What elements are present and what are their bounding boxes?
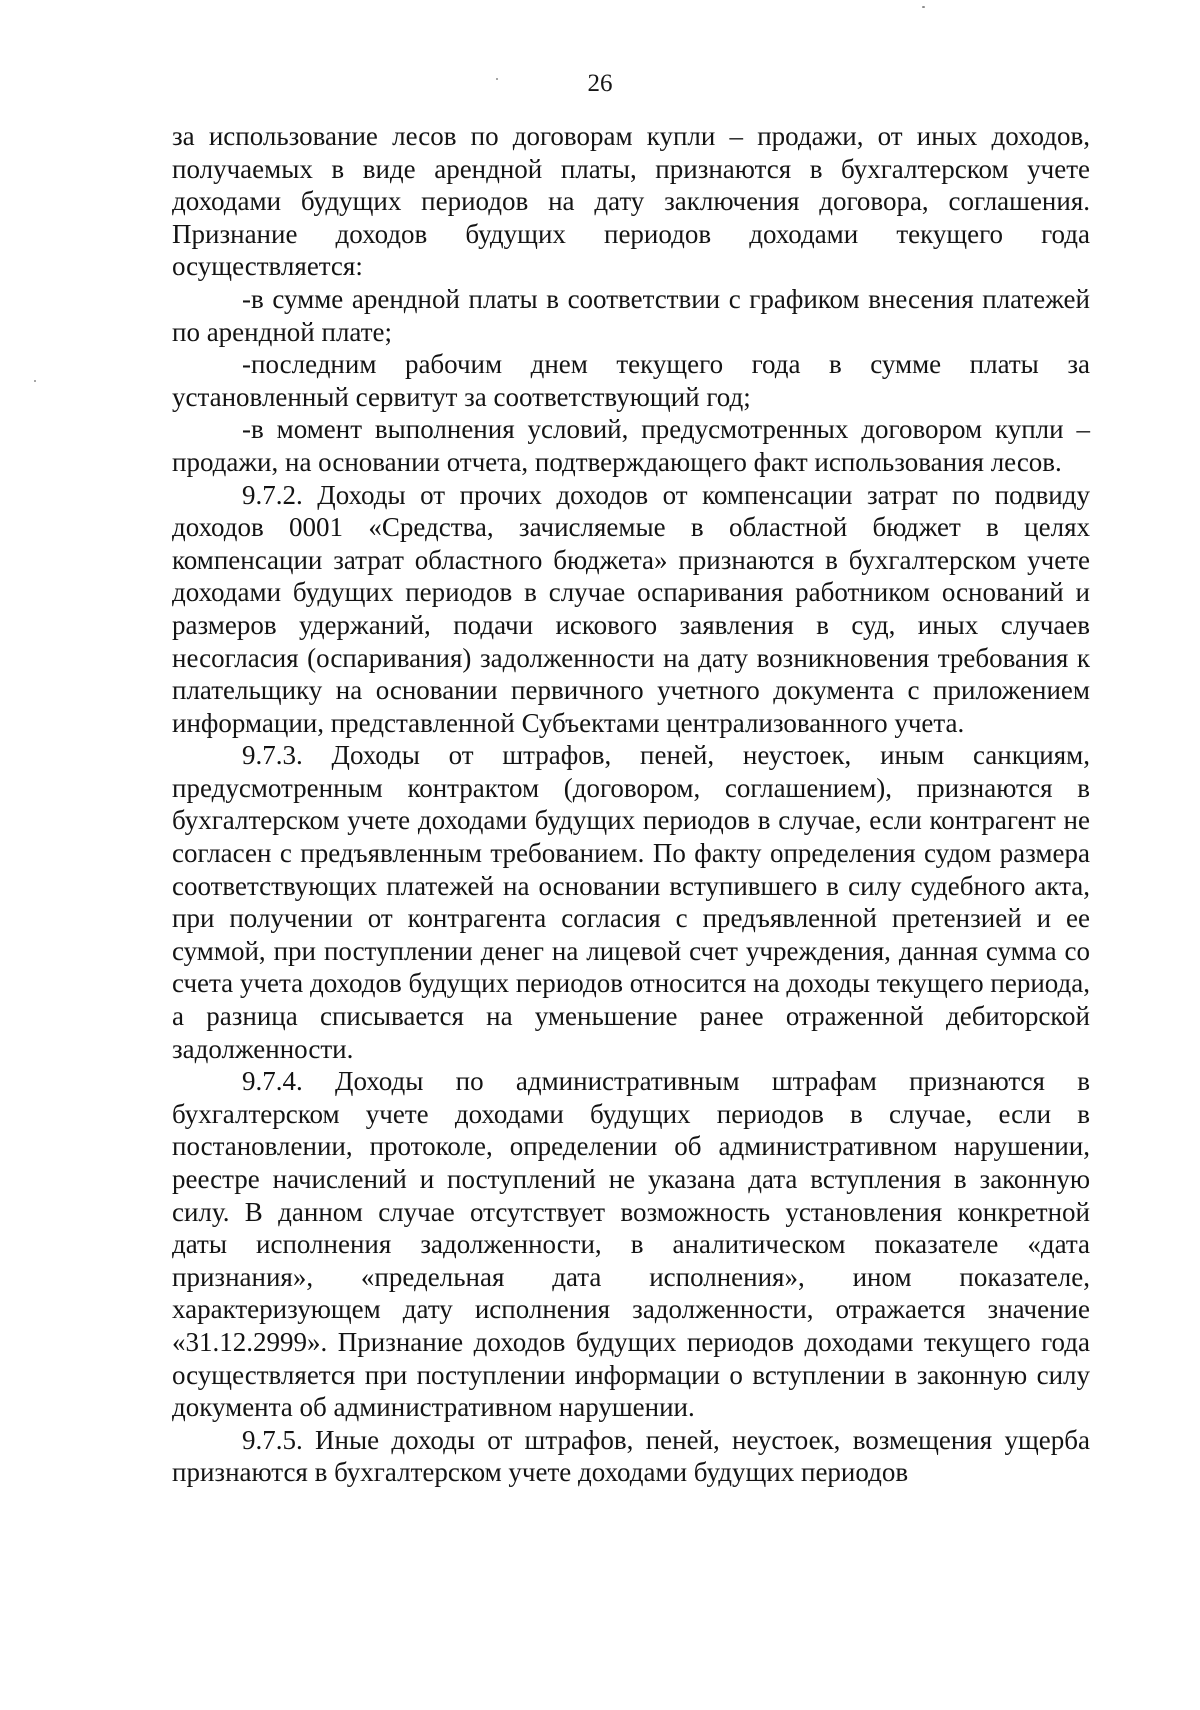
paragraph-9-7-5: 9.7.5. Иные доходы от штрафов, пеней, неустоек, возмещения ущерба признаются в бухгалтерском учете доходами будущих периодов [172,1424,1090,1488]
document-body [172,120,1090,1489]
paragraph-9-7-3: 9.7.3. Доходы от штрафов, пеней, неустоек, иным санкциям, предусмотренным контрактом (договором, соглашением), признаются в бухгалтерском учете доходами будущих периодов в случае, если контрагент не согласен с предъявленным требованием. По факту определения судом размера соответствующих платежей на основании вступившего в силу судебного акта, при получении от контрагента согласия с предъявленной претензией и ее суммой, при поступлении денег на лицевой счет учреждения, данная сумма со счета учета доходов будущих периодов относится на доходы текущего периода, а разница списывается на уменьшение ранее отраженной дебиторской задолженности. [172,740,1090,1064]
paragraph-continuation: за использование лесов по договорам купли – продажи, от иных доходов, получаемых в виде арендной платы, признаются в бухгалтерском учете доходами будущих периодов на дату заключения договора, соглашения. Признание доходов будущих периодов доходами текущего года осуществляется: [172,121,1090,282]
paragraph-9-7-2: 9.7.2. Доходы от прочих доходов от компенсации затрат по подвиду доходов 0001 «Средства, зачисляемые в областной бюджет в целях компенсации затрат областного бюджета» признаются в бухгалтерском учете доходами будущих периодов в случае оспаривания работником оснований и размеров удержаний, подачи искового заявления в суд, иных случаев несогласия (оспаривания) задолженности на дату возникновения требования к плательщику на основании первичного учетного документа с приложением информации, представленной Субъектами централизованного учета. [172,479,1090,738]
scan-speck [34,380,36,382]
paragraph-9-7-4: 9.7.4. Доходы по административным штрафам признаются в бухгалтерском учете доходами будущих периодов в случае, если в постановлении, протоколе, определении об административном нарушении, реестре начислений и поступлений не указана дата вступления в законную силу. В данном случае отсутствует возможность установления конкретной даты исполнения задолженности, в аналитическом показателе «дата признания», «предельная дата исполнения», ином показателе, характеризующем дату исполнения задолженности, отражается значение «31.12.2999». Признание доходов будущих периодов доходами текущего года осуществляется при поступлении информации о вступлении в законную силу документа об административном нарушении. [172,1066,1090,1423]
page-number: 26 [587,70,613,97]
scan-speck [922,6,925,8]
paragraph-servitude: -последним рабочим днем текущего года в сумме платы за установленный сервитут за соответствующий год; [172,349,1090,412]
paragraph-rent-payment: -в сумме арендной платы в соответствии с графиком внесения платежей по арендной плате; [172,283,1090,347]
paragraph-sale-conditions: -в момент выполнения условий, предусмотренных договором купли – продажи, на основании отчета, подтверждающего факт использования лесов. [172,414,1090,477]
